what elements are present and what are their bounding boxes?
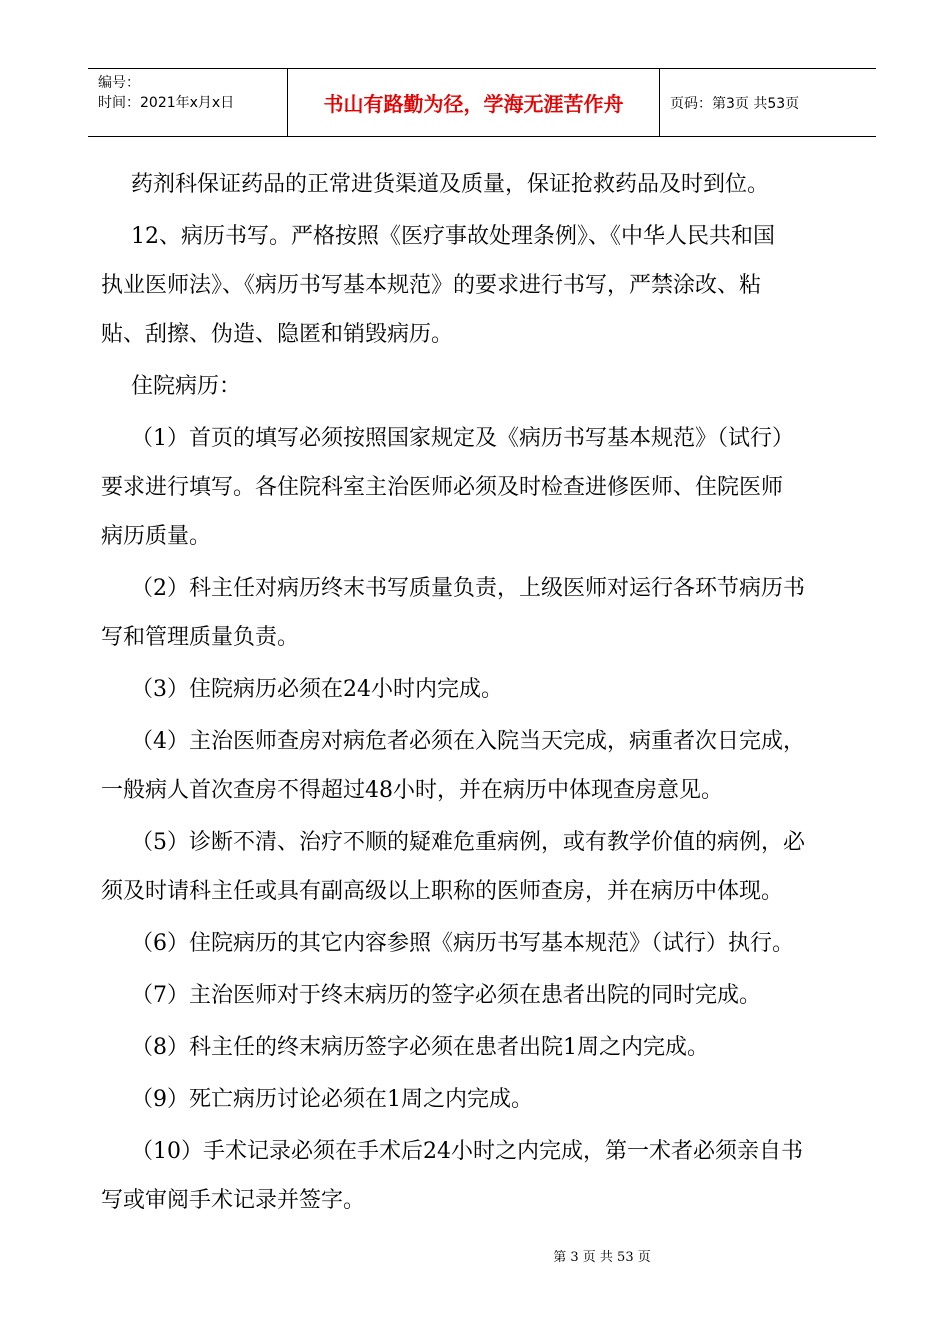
body-line: 住院病历：	[131, 374, 242, 399]
header-page-label: 页码：第3页 共53页	[670, 95, 800, 112]
footer-page-number: 第 3 页 共 53 页	[553, 1250, 651, 1265]
body-line: 写或审阅手术记录并签字。	[101, 1188, 366, 1213]
body-line: （8）科主任的终末病历签字必须在患者出院1周之内完成。	[131, 1035, 709, 1060]
body-line: （5）诊断不清、治疗不顺的疑难危重病例，或有教学价值的病例，必	[131, 830, 805, 855]
body-line: （7）主治医师对于终末病历的签字必须在患者出院的同时完成。	[131, 983, 761, 1008]
document-body	[101, 160, 861, 1225]
body-line: 贴、刮擦、伪造、隐匿和销毁病历。	[101, 322, 454, 347]
body-line: 病历质量。	[101, 524, 212, 549]
page-footer	[0, 1246, 950, 1265]
body-line: 执业医师法》、《病历书写基本规范》的要求进行书写，严禁涂改、粘	[101, 273, 762, 298]
body-line: 写和管理质量负责。	[101, 625, 300, 650]
body-line: 12、病历书写。严格按照《医疗事故处理条例》、《中华人民共和国	[131, 224, 775, 249]
body-line: 药剂科保证药品的正常进货渠道及质量，保证抢救药品及时到位。	[131, 172, 770, 197]
header-number-label: 编号：	[98, 75, 140, 91]
header-meta	[88, 69, 288, 136]
header-time-label: 时间：2021年x月x日	[98, 95, 235, 111]
body-line: 要求进行填写。各住院科室主治医师必须及时检查进修医师、住院医师	[101, 475, 784, 500]
body-line: （1）首页的填写必须按照国家规定及《病历书写基本规范》（试行）	[131, 426, 794, 451]
header-motto: 书山有路勤为径，学海无涯苦作舟	[288, 69, 660, 136]
body-line: （9）死亡病历讨论必须在1周之内完成。	[131, 1087, 533, 1112]
body-line: （4）主治医师查房对病危者必须在入院当天完成，病重者次日完成，	[131, 729, 805, 754]
body-line: （2）科主任对病历终末书写质量负责，上级医师对运行各环节病历书	[131, 576, 805, 601]
body-line: 一般病人首次查房不得超过48小时，并在病历中体现查房意见。	[101, 778, 723, 803]
page-header	[88, 68, 876, 137]
body-line: （6）住院病历的其它内容参照《病历书写基本规范》（试行）执行。	[131, 931, 794, 956]
body-line: 须及时请科主任或具有副高级以上职称的医师查房，并在病历中体现。	[101, 879, 784, 904]
body-line: （3）住院病历必须在24小时内完成。	[131, 677, 503, 702]
body-line: （10）手术记录必须在手术后24小时之内完成，第一术者必须亲自书	[131, 1139, 803, 1164]
